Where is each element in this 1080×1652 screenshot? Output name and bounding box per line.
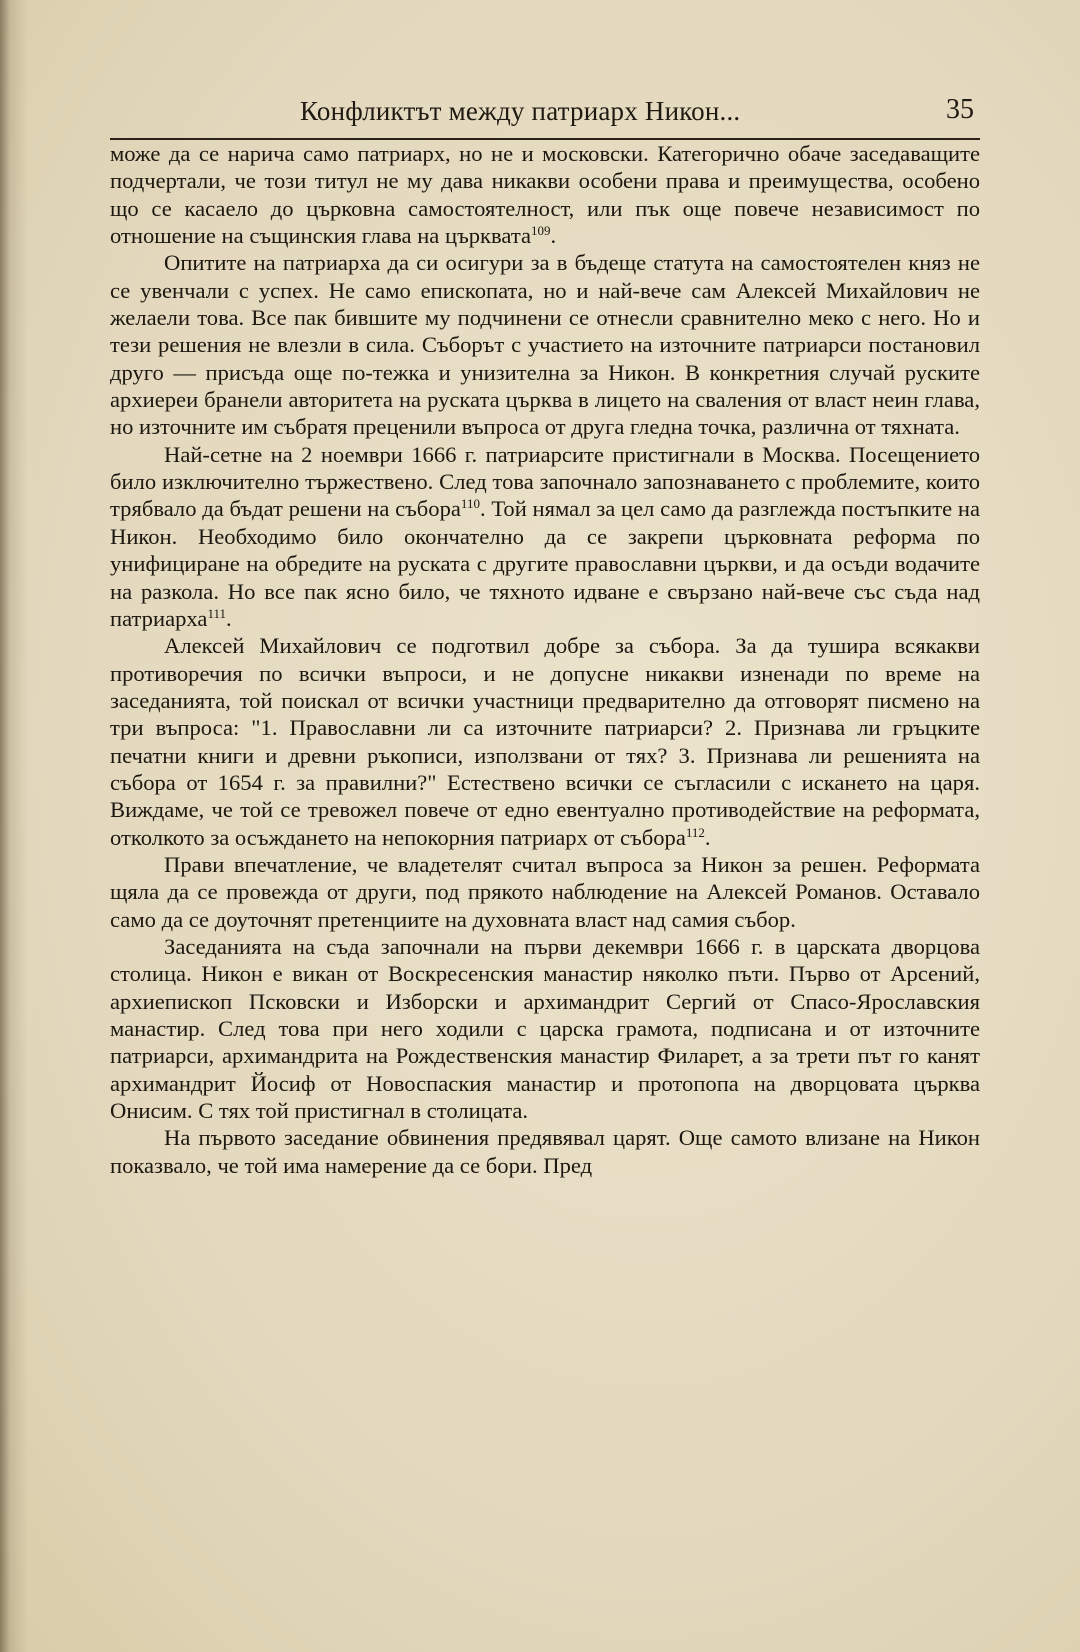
paragraph-3	[110, 441, 980, 632]
paragraph-6-text: Заседанията на съда започнали на първи декември 1666 г. в царската дворцова столица. Никон е викан от Воскресенския манастир няколко пъти. Първо от Арсений, архиепископ Псковски и Изборски и архимандрит Сергий от Спасо-Ярославския манастир. След това при него ходили с царска грамота, подписана и от източните патриарси, архимандрита на Рождественския манастир Филарет, а за трети път го канят архимандрит Йосиф от Новоспаския манастир и протопопа на дворцовата църква Онисим. С тях той пристигнал в столицата.	[110, 933, 980, 1124]
running-title: Конфликтът между патриарх Никон...	[300, 96, 741, 126]
paragraph-4-tail: .	[704, 824, 711, 850]
paragraph-3-tail: . Той нямал за цел само да разглежда постъпките на Никон. Необходимо било окончателно да се закрепи църковната реформа по унифициране на обредите на руската с другите православни църкви, и да осъди водачите на разкола. Но все пак ясно било, че тяхното идване е свързано най-вече със съда над патриарха	[110, 496, 980, 631]
footnote-ref-109: 109	[531, 223, 551, 239]
body-text	[110, 140, 980, 1179]
paragraph-7	[110, 1124, 980, 1179]
paragraph-2	[110, 249, 980, 440]
paragraph-1	[110, 140, 980, 249]
paragraph-6	[110, 933, 980, 1124]
paragraph-7-text: На първото заседание обвинения предявявал царят. Още самото влизане на Никон показвало, че той има намерение да се бори. Пред	[110, 1125, 980, 1178]
footnote-ref-112: 112	[685, 824, 705, 840]
paragraph-3-tail-2: .	[225, 605, 232, 631]
paragraph-1-text: може да се нарича само патриарх, но не и московски. Категорично обаче заседаващите подчертали, че този титул не му дава никакви особени права и преимущества, особено що се касаело до църковна самостоятелност, или пък още повече независимост по отношение на същинския глава на църквата	[110, 141, 980, 249]
paragraph-2-text: Опитите на патриарха да си осигури за в бъдеще статута на самостоятелен княз не се увенчали с успех. Не само епископата, но и най-вече сам Алексей Михайлович не желаели това. Все пак бившите му подчинени се отнесли сравнително меко с него. Но и тези решения не влезли в сила. Съборът с участието на източните патриарси постановил друго — присъда още по-тежка и унизителна за Никон. В конкретния случай руските архиереи бранели авторитета на руската църква в лицето на сваления от власт неин глава, но източните им събратя преценили въпроса от друга гледна точка, различна от тяхната.	[110, 250, 980, 440]
paragraph-5-text: Прави впечатление, че владетелят считал въпроса за Никон за решен. Реформата щяла да се провежда от други, под прякото наблюдение на Алексей Романов. Оставало само да се доуточнят претенциите на духовната власт над самия събор.	[110, 851, 980, 932]
page-number: 35	[946, 94, 974, 125]
paragraph-4	[110, 632, 980, 851]
footnote-ref-111: 111	[207, 605, 226, 621]
paragraph-5	[110, 851, 980, 933]
footnote-ref-110: 110	[460, 496, 480, 512]
paragraph-1-tail: .	[550, 223, 557, 249]
running-head	[110, 94, 980, 140]
paragraph-3-text: Най-сетне на 2 ноември 1666 г. патриарсите пристигнали в Москва. Посещението било изключително тържествено. След това започнало запознаването с проблемите, които трябвало да бъдат решени на събора	[110, 441, 980, 522]
paragraph-4-text: Алексей Михайлович се подготвил добре за събора. За да тушира всякакви противоречия по всички въпроси, и не допусне никакви изненади по време на заседанията, той поискал от всички участници предварително да отговорят писмено на три въпроса: "1. Православни ли са източните патриарси? 2. Признава ли гръцките печатни книги и древни ръкописи, използвани от тях? 3. Признава ли решенията на събора от 1654 г. за правилни?" Естествено всички се съгласили с искането на царя. Виждаме, че той се тревожел повече от едно евентуално противодействие на реформата, отколкото за осъждането на непокорния патриарх от събора	[110, 633, 980, 850]
